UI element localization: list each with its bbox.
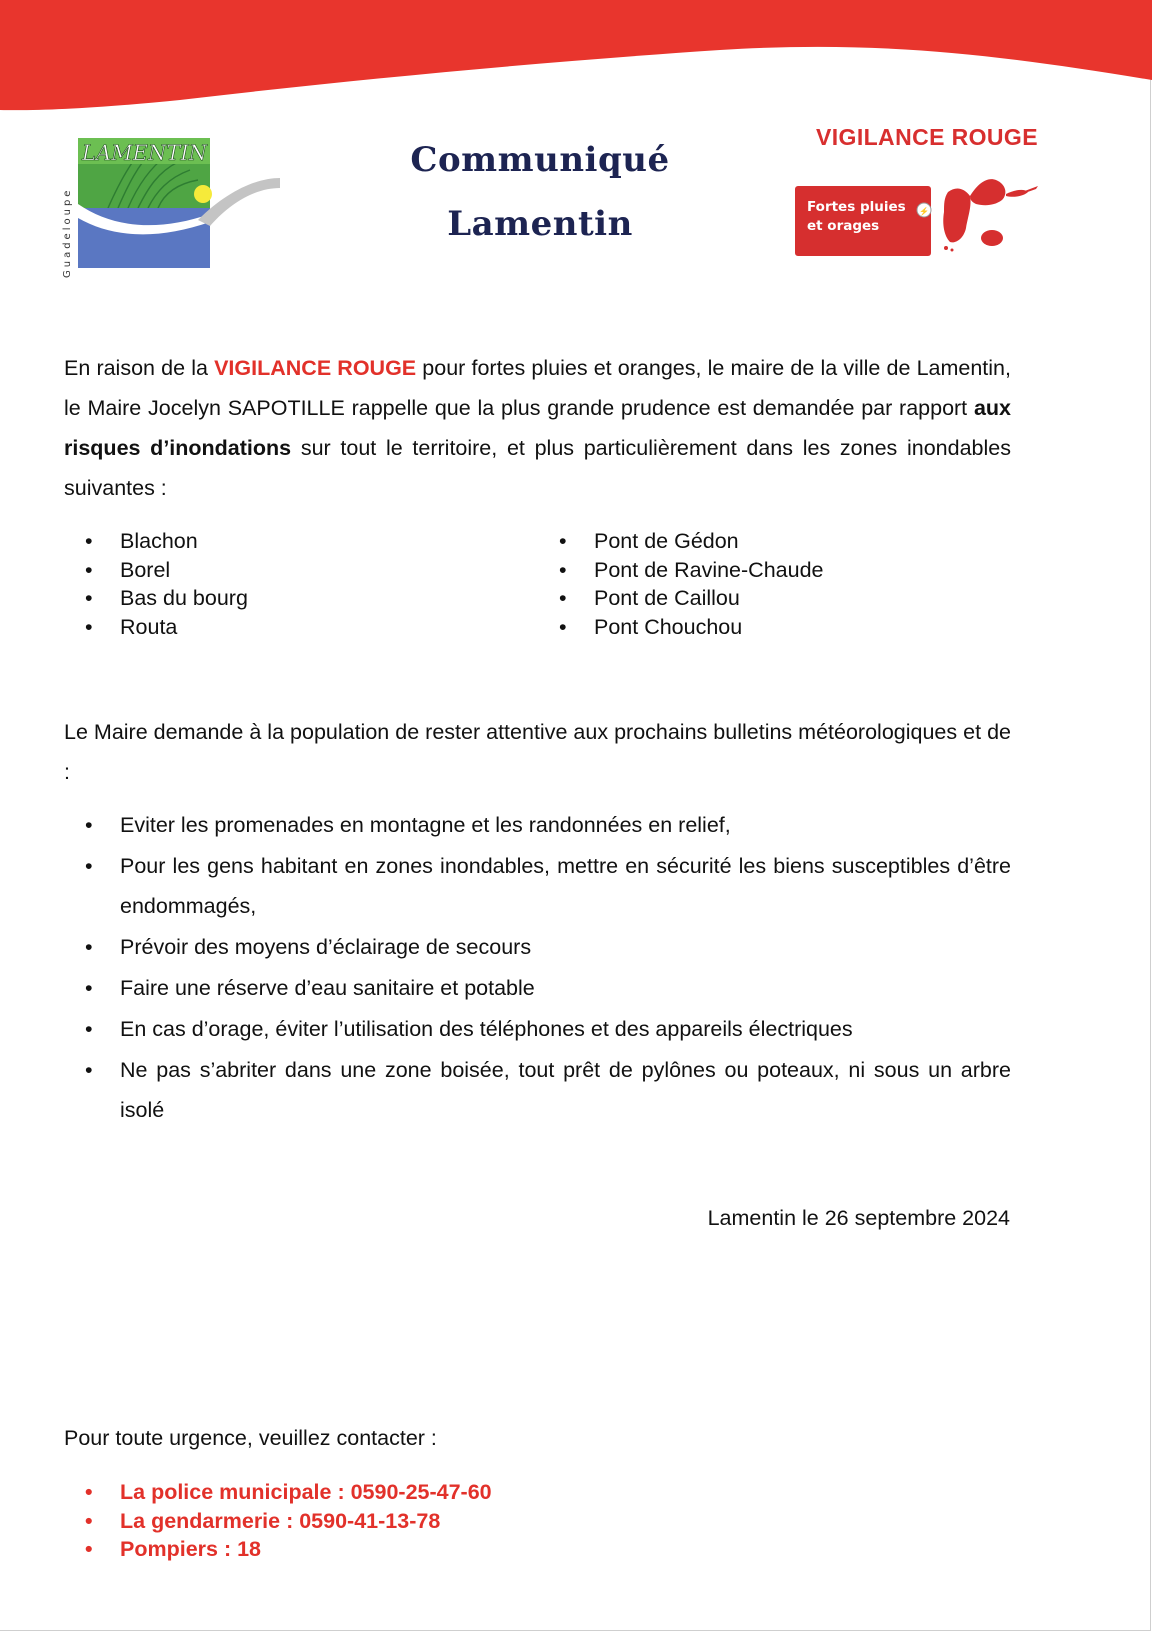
intro-text-1: En raison de la [64,356,215,380]
document-title [330,128,750,256]
list-item: • Bas du bourg [64,584,484,613]
vigilance-highlight: VIGILANCE ROUGE [214,356,417,380]
title-line-2: Lamentin [447,204,633,244]
contact-list [64,1478,764,1564]
list-item: • Faire une réserve d’eau sanitaire et potable [64,968,1011,1008]
list-item: • Ne pas s’abriter dans une zone boisée, tout prêt de pylônes ou poteaux, ni sous un arbre isolé [64,1050,1011,1130]
zone-list-right [538,527,958,641]
intro-text-2: pour fortes pluies et oranges, le maire de la ville de Lamentin, le Maire Jocelyn SAPOTILLE rappelle que la plus grande prudence est demandée par rapport [64,356,1011,420]
inondation-risk-bold: aux risques d’inondations [64,396,1011,460]
list-item: • Pont de Caillou [538,584,958,613]
lamentin-logo [58,130,292,282]
zone-list-left [64,527,484,641]
intro-paragraph [64,348,1011,508]
vigilance-card-line-2: et orages [807,218,880,234]
list-item: • Borel [64,556,484,585]
list-item: • Pour les gens habitant en zones inondables, mettre en sécurité les biens susceptibles d’être endommagés, [64,846,1011,926]
list-item: • Prévoir des moyens d’éclairage de secours [64,927,1011,967]
svg-text:Guadeloupe: Guadeloupe [62,187,73,278]
svg-text:LAMENTIN: LAMENTIN [82,141,207,165]
date-line: Lamentin le 26 septembre 2024 [707,1206,1010,1230]
urgence-intro: Pour toute urgence, veuillez contacter : [64,1426,437,1450]
list-item: • Eviter les promenades en montagne et les randonnées en relief, [64,805,1011,845]
contact-item: • La police municipale : 0590-25-47-60 [64,1478,764,1507]
contact-item: • Pompiers : 18 [64,1535,764,1564]
advice-list [64,805,1011,1131]
vigilance-card-line-1: Fortes pluies [807,199,906,215]
guadeloupe-map-icon [910,166,1080,266]
intro-text-3: sur tout le territoire, et plus particulièrement dans les zones inondables suivantes : [64,436,1011,500]
list-item: • Pont Chouchou [538,613,958,642]
list-item: • En cas d’orage, éviter l’utilisation des téléphones et des appareils électriques [64,1009,1011,1049]
list-item: • Pont de Gédon [538,527,958,556]
list-item: • Blachon [64,527,484,556]
contact-item: • La gendarmerie : 0590-41-13-78 [64,1507,764,1536]
top-red-wave [0,0,1152,120]
list-item: • Routa [64,613,484,642]
list-item: • Pont de Ravine-Chaude [538,556,958,585]
advice-intro: Le Maire demande à la population de rester attentive aux prochains bulletins météorologiques et de : [64,720,1011,784]
vigilance-title: VIGILANCE ROUGE [816,124,1038,150]
title-line-1: Communiqué [410,140,670,180]
svg-text:⚡: ⚡ [919,207,929,216]
